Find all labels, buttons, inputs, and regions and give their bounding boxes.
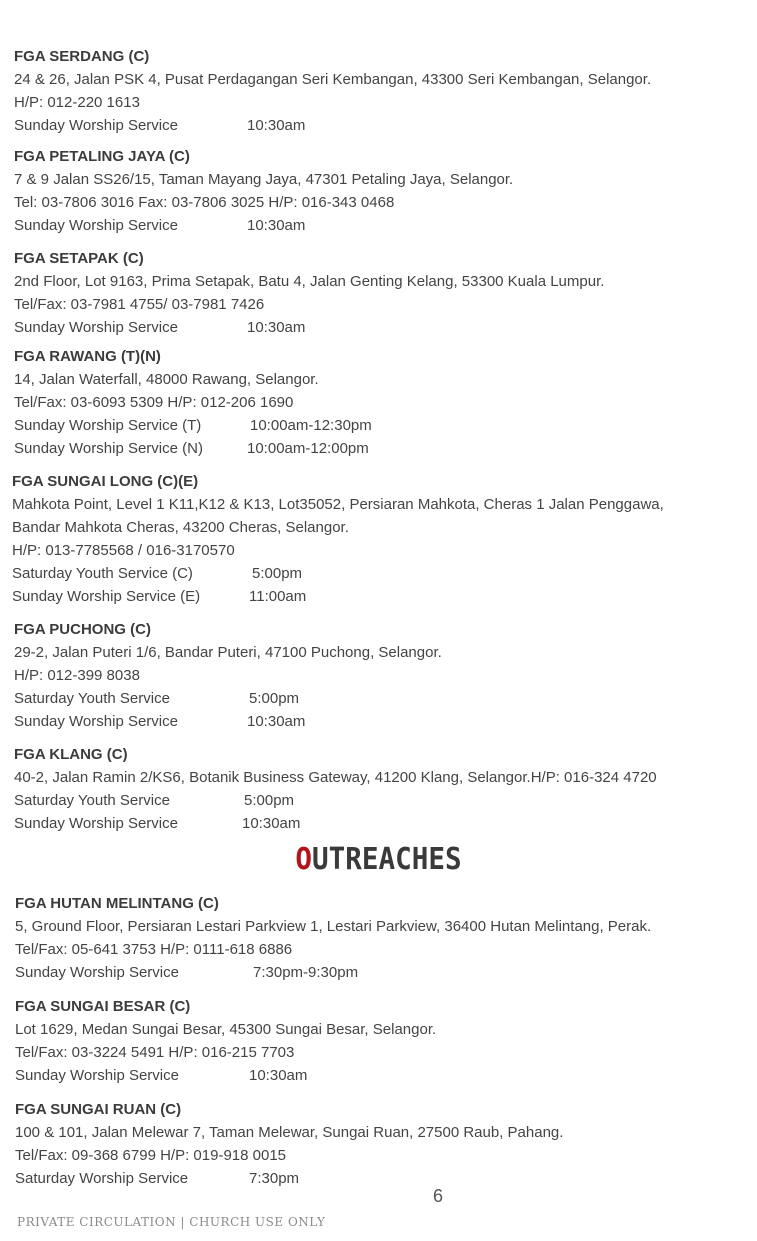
church-contact: Tel/Fax: 09-368 6799 H/P: 019-918 0015 — [15, 1147, 287, 1164]
church-address: 7 & 9 Jalan SS26/15, Taman Mayang Jaya, 47301 Petaling Jaya, Selangor. — [14, 171, 514, 188]
church-entry-petaling-jaya — [14, 145, 749, 237]
service-time: 11:00am — [249, 588, 307, 605]
service-row — [14, 437, 749, 460]
service-label: Sunday Worship Service — [14, 713, 178, 730]
service-row — [14, 687, 749, 710]
church-entry-rawang — [14, 345, 749, 460]
church-address: 100 & 101, Jalan Melewar 7, Taman Melewar, Sungai Ruan, 27500 Raub, Pahang. — [15, 1124, 564, 1141]
service-time: 10:30am — [247, 319, 306, 336]
service-label: Sunday Worship Service — [15, 964, 179, 981]
church-address: 40-2, Jalan Ramin 2/KS6, Botanik Business Gateway, 41200 Klang, Selangor.H/P: 016-324 4720 — [14, 769, 657, 786]
service-label: Sunday Worship Service — [14, 217, 178, 234]
service-label: Sunday Worship Service — [15, 1067, 179, 1084]
church-entry-klang — [14, 743, 749, 835]
church-address: 14, Jalan Waterfall, 48000 Rawang, Selangor. — [14, 371, 319, 388]
service-label: Saturday Youth Service — [14, 690, 170, 707]
service-row — [12, 585, 747, 608]
service-time: 10:00am-12:00pm — [247, 440, 369, 457]
service-label: Sunday Worship Service (T) — [14, 417, 202, 434]
church-address: Lot 1629, Medan Sungai Besar, 45300 Sungai Besar, Selangor. — [15, 1021, 437, 1038]
service-row — [14, 789, 749, 812]
church-address: Mahkota Point, Level 1 K11,K12 & K13, Lot35052, Persiaran Mahkota, Cheras 1 Jalan Penggawa, — [12, 496, 664, 513]
outreach-entry-hutan-melintang — [15, 892, 750, 984]
service-row — [12, 562, 747, 585]
outreach-entry-sungai-ruan — [15, 1098, 750, 1190]
service-time: 7:30pm — [249, 1170, 300, 1187]
church-name: FGA SERDANG (C) — [14, 48, 150, 65]
service-time: 5:00pm — [244, 792, 295, 809]
church-contact: H/P: 013-7785568 / 016-3170570 — [12, 542, 235, 559]
church-name: FGA SUNGAI LONG (C)(E) — [12, 473, 199, 490]
church-address: 29-2, Jalan Puteri 1/6, Bandar Puteri, 47100 Puchong, Selangor. — [14, 644, 442, 661]
church-address: Bandar Mahkota Cheras, 43200 Cheras, Selangor. — [12, 519, 349, 536]
service-label: Sunday Worship Service — [14, 117, 178, 134]
service-time: 10:30am — [247, 117, 306, 134]
church-address: 5, Ground Floor, Persiaran Lestari Parkview 1, Lestari Parkview, 36400 Hutan Melintang, Perak. — [15, 918, 652, 935]
service-row — [14, 316, 749, 339]
church-entry-serdang — [14, 45, 749, 137]
church-entry-puchong — [14, 618, 749, 733]
church-name: FGA SUNGAI BESAR (C) — [15, 998, 191, 1015]
church-contact: Tel/Fax: 03-3224 5491 H/P: 016-215 7703 — [15, 1044, 295, 1061]
church-name: FGA RAWANG (T)(N) — [14, 348, 161, 365]
service-time: 10:30am — [242, 815, 301, 832]
church-name: FGA SETAPAK (C) — [14, 250, 144, 267]
service-row — [14, 414, 749, 437]
service-row — [15, 1064, 750, 1087]
service-row — [14, 812, 749, 835]
church-contact: Tel/Fax: 03-7981 4755/ 03-7981 7426 — [14, 296, 265, 313]
church-entry-sungai-long — [12, 470, 747, 608]
church-name: FGA PETALING JAYA (C) — [14, 148, 190, 165]
church-address: 2nd Floor, Lot 9163, Prima Setapak, Batu 4, Jalan Genting Kelang, 53300 Kuala Lumpur. — [14, 273, 605, 290]
service-label: Sunday Worship Service — [14, 815, 178, 832]
service-label: Saturday Youth Service (C) — [12, 565, 193, 582]
church-entry-setapak — [14, 247, 749, 339]
service-label: Saturday Worship Service — [15, 1170, 189, 1187]
service-row — [14, 710, 749, 733]
footer-note: PRIVATE CIRCULATION | CHURCH USE ONLY — [17, 1215, 326, 1229]
church-contact: H/P: 012-220 1613 — [14, 94, 140, 111]
church-contact: Tel/Fax: 03-6093 5309 H/P: 012-206 1690 — [14, 394, 294, 411]
service-row — [15, 961, 750, 984]
church-contact: Tel: 03-7806 3016 Fax: 03-7806 3025 H/P: 016-343 0468 — [14, 194, 395, 211]
service-time: 10:30am — [247, 713, 306, 730]
service-time: 10:30am — [247, 217, 306, 234]
church-name: FGA SUNGAI RUAN (C) — [15, 1101, 182, 1118]
service-time: 5:00pm — [249, 690, 300, 707]
service-row — [14, 114, 749, 137]
service-time: 5:00pm — [252, 565, 303, 582]
service-label: Sunday Worship Service (E) — [12, 588, 201, 605]
service-label: Saturday Youth Service — [14, 792, 170, 809]
church-address: 24 & 26, Jalan PSK 4, Pusat Perdagangan Seri Kembangan, 43300 Seri Kembangan, Selangor. — [14, 71, 652, 88]
service-label: Sunday Worship Service (N) — [14, 440, 203, 457]
heading-initial: O — [295, 842, 313, 877]
service-label: Sunday Worship Service — [14, 319, 178, 336]
church-name: FGA HUTAN MELINTANG (C) — [15, 895, 219, 912]
service-time: 10:30am — [249, 1067, 308, 1084]
service-row — [14, 214, 749, 237]
church-contact: Tel/Fax: 05-641 3753 H/P: 0111-618 6886 — [15, 941, 293, 958]
outreach-entry-sungai-besar — [15, 995, 750, 1087]
page-number: 6 — [432, 1186, 443, 1206]
service-time: 10:00am-12:30pm — [250, 417, 372, 434]
church-contact: H/P: 012-399 8038 — [14, 667, 140, 684]
church-name: FGA PUCHONG (C) — [14, 621, 151, 638]
heading-rest: UTREACHES — [312, 842, 462, 877]
outreaches-heading — [30, 842, 726, 878]
service-time: 7:30pm-9:30pm — [253, 964, 359, 981]
church-name: FGA KLANG (C) — [14, 746, 128, 763]
